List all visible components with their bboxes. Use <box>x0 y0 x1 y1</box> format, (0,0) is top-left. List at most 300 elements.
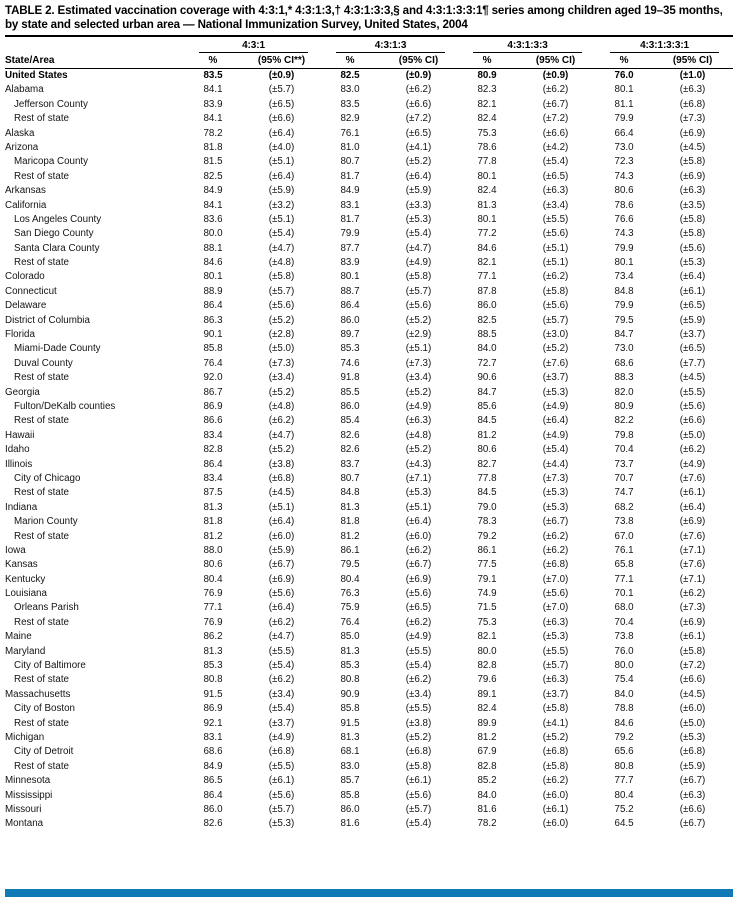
percent-cell: 81.1 <box>614 98 634 110</box>
ci-cell: (±5.3) <box>405 213 432 225</box>
percent-cell: 68.2 <box>614 501 634 513</box>
state-area-cell: Rest of state <box>14 113 69 125</box>
percent-cell: 86.3 <box>203 314 223 326</box>
ci-cell: (±5.3) <box>679 257 706 269</box>
table-row <box>5 802 733 816</box>
state-area-cell: Los Angeles County <box>14 213 102 225</box>
ci-cell: (±5.7) <box>405 285 432 297</box>
percent-cell: 79.9 <box>614 113 634 125</box>
ci-cell: (±4.8) <box>268 257 295 269</box>
percent-cell: 86.0 <box>203 803 223 815</box>
percent-cell: 76.4 <box>340 616 360 628</box>
percent-cell: 79.9 <box>614 300 634 312</box>
table-row <box>5 83 733 97</box>
percent-cell: 87.8 <box>477 285 497 297</box>
ci-cell: (±0.9) <box>268 70 295 82</box>
ci-cell: (±5.8) <box>405 760 432 772</box>
percent-cell: 84.0 <box>477 789 497 801</box>
ci-cell: (±4.7) <box>268 242 295 254</box>
column-group-431 <box>185 36 322 53</box>
ci-cell: (±4.9) <box>405 631 432 643</box>
table-row <box>5 586 733 600</box>
table-row <box>5 673 733 687</box>
percent-cell: 85.3 <box>203 660 223 672</box>
percent-cell: 74.7 <box>614 487 634 499</box>
state-area-cell: Duval County <box>14 357 73 369</box>
percent-cell: 86.4 <box>203 300 223 312</box>
column-header-ci-1: (95% CI**) <box>241 53 322 69</box>
ci-cell: (±5.6) <box>679 242 706 254</box>
percent-cell: 81.8 <box>340 516 360 528</box>
state-area-cell: Jefferson County <box>14 98 88 110</box>
table-row <box>5 371 733 385</box>
ci-cell: (±6.5) <box>268 98 295 110</box>
percent-cell: 83.0 <box>340 84 360 96</box>
ci-cell: (±5.3) <box>542 631 569 643</box>
ci-cell: (±6.6) <box>679 415 706 427</box>
state-area-cell: California <box>5 199 47 211</box>
percent-cell: 85.8 <box>340 703 360 715</box>
percent-cell: 85.5 <box>340 386 360 398</box>
ci-cell: (±6.2) <box>542 271 569 283</box>
ci-cell: (±4.5) <box>268 487 295 499</box>
ci-cell: (±4.4) <box>542 458 569 470</box>
ci-cell: (±6.2) <box>542 544 569 556</box>
ci-cell: (±6.9) <box>679 616 706 628</box>
ci-cell: (±7.2) <box>542 113 569 125</box>
ci-cell: (±4.5) <box>679 141 706 153</box>
ci-cell: (±7.6) <box>542 357 569 369</box>
percent-cell: 81.2 <box>477 731 497 743</box>
state-area-cell: Rest of state <box>14 530 69 542</box>
state-area-cell: Connecticut <box>5 285 57 297</box>
percent-cell: 77.1 <box>203 602 223 614</box>
ci-cell: (±6.8) <box>405 746 432 758</box>
column-header-row <box>5 53 733 69</box>
ci-cell: (±3.5) <box>679 199 706 211</box>
ci-cell: (±5.6) <box>542 300 569 312</box>
percent-cell: 77.7 <box>614 775 634 787</box>
percent-cell: 81.3 <box>203 645 223 657</box>
ci-cell: (±6.4) <box>268 127 295 139</box>
table-row <box>5 745 733 759</box>
percent-cell: 90.6 <box>477 372 497 384</box>
percent-cell: 80.8 <box>614 760 634 772</box>
percent-cell: 79.1 <box>477 573 497 585</box>
percent-cell: 70.4 <box>614 444 634 456</box>
percent-cell: 74.9 <box>477 588 497 600</box>
percent-cell: 85.3 <box>340 660 360 672</box>
percent-cell: 70.1 <box>614 588 634 600</box>
state-area-cell: Alaska <box>5 127 35 139</box>
ci-cell: (±6.2) <box>405 674 432 686</box>
ci-cell: (±6.2) <box>405 616 432 628</box>
percent-cell: 76.9 <box>203 616 223 628</box>
table-row <box>5 514 733 528</box>
state-area-cell: Kentucky <box>5 573 46 585</box>
percent-cell: 80.8 <box>340 674 360 686</box>
ci-cell: (±6.2) <box>405 84 432 96</box>
percent-cell: 84.7 <box>477 386 497 398</box>
ci-cell: (±4.1) <box>405 141 432 153</box>
state-area-cell: Rest of state <box>14 372 69 384</box>
ci-cell: (±5.4) <box>405 228 432 240</box>
table-row <box>5 356 733 370</box>
percent-cell: 88.0 <box>203 544 223 556</box>
percent-cell: 65.6 <box>614 746 634 758</box>
percent-cell: 79.8 <box>614 429 634 441</box>
table-row <box>5 385 733 399</box>
table-row <box>5 327 733 341</box>
ci-cell: (±6.4) <box>405 170 432 182</box>
ci-cell: (±4.9) <box>542 429 569 441</box>
ci-cell: (±5.5) <box>679 386 706 398</box>
ci-cell: (±5.7) <box>268 803 295 815</box>
percent-cell: 82.8 <box>477 760 497 772</box>
percent-cell: 70.4 <box>614 616 634 628</box>
ci-cell: (±4.9) <box>679 458 706 470</box>
percent-cell: 86.9 <box>203 400 223 412</box>
ci-cell: (±6.4) <box>268 170 295 182</box>
table-row <box>5 270 733 284</box>
table-row <box>5 773 733 787</box>
ci-cell: (±5.7) <box>405 803 432 815</box>
percent-cell: 78.3 <box>477 516 497 528</box>
ci-cell: (±6.1) <box>679 487 706 499</box>
percent-cell: 75.3 <box>477 616 497 628</box>
state-area-cell: City of Detroit <box>14 746 74 758</box>
percent-cell: 82.4 <box>477 703 497 715</box>
ci-cell: (±5.2) <box>405 156 432 168</box>
percent-cell: 67.9 <box>477 746 497 758</box>
percent-cell: 84.8 <box>340 487 360 499</box>
ci-cell: (±5.8) <box>268 271 295 283</box>
state-area-cell: Hawaii <box>5 429 35 441</box>
ci-cell: (±5.8) <box>542 285 569 297</box>
vaccination-coverage-table <box>5 35 733 831</box>
percent-cell: 86.7 <box>203 386 223 398</box>
percent-cell: 84.6 <box>614 717 634 729</box>
ci-cell: (±5.3) <box>542 501 569 513</box>
percent-cell: 81.3 <box>340 731 360 743</box>
percent-cell: 81.5 <box>203 156 223 168</box>
ci-cell: (±6.4) <box>679 271 706 283</box>
ci-cell: (±5.6) <box>542 588 569 600</box>
percent-cell: 85.8 <box>340 789 360 801</box>
ci-cell: (±3.7) <box>542 688 569 700</box>
column-group-431331 <box>596 36 733 53</box>
ci-cell: (±6.3) <box>542 674 569 686</box>
percent-cell: 82.5 <box>340 70 360 82</box>
percent-cell: 80.4 <box>340 573 360 585</box>
ci-cell: (±5.8) <box>405 271 432 283</box>
state-area-cell: Missouri <box>5 803 42 815</box>
percent-cell: 82.4 <box>477 185 497 197</box>
percent-cell: 79.6 <box>477 674 497 686</box>
percent-cell: 82.6 <box>340 444 360 456</box>
percent-cell: 80.0 <box>477 645 497 657</box>
percent-cell: 83.4 <box>203 472 223 484</box>
state-area-cell: San Diego County <box>14 228 94 240</box>
ci-cell: (±7.0) <box>542 602 569 614</box>
percent-cell: 73.0 <box>614 141 634 153</box>
ci-cell: (±6.0) <box>405 530 432 542</box>
ci-cell: (±3.4) <box>268 688 295 700</box>
ci-cell: (±5.5) <box>542 213 569 225</box>
percent-cell: 82.1 <box>477 98 497 110</box>
ci-cell: (±6.2) <box>679 444 706 456</box>
percent-cell: 86.4 <box>203 458 223 470</box>
percent-cell: 73.7 <box>614 458 634 470</box>
percent-cell: 86.0 <box>340 314 360 326</box>
percent-cell: 80.1 <box>477 170 497 182</box>
percent-cell: 86.9 <box>203 703 223 715</box>
ci-cell: (±5.2) <box>405 444 432 456</box>
percent-cell: 80.9 <box>477 70 497 82</box>
ci-cell: (±3.4) <box>268 372 295 384</box>
percent-cell: 81.8 <box>203 141 223 153</box>
percent-cell: 84.6 <box>477 242 497 254</box>
ci-cell: (±5.9) <box>268 185 295 197</box>
column-header-ci-3: (95% CI) <box>515 53 596 69</box>
ci-cell: (±4.9) <box>405 400 432 412</box>
percent-cell: 76.1 <box>614 544 634 556</box>
percent-cell: 79.2 <box>477 530 497 542</box>
percent-cell: 73.0 <box>614 343 634 355</box>
table-row <box>5 342 733 356</box>
state-area-cell: Rest of state <box>14 257 69 269</box>
state-area-cell: Iowa <box>5 544 26 556</box>
ci-cell: (±7.7) <box>679 357 706 369</box>
ci-cell: (±6.3) <box>679 185 706 197</box>
percent-cell: 89.9 <box>477 717 497 729</box>
ci-cell: (±6.1) <box>268 775 295 787</box>
ci-cell: (±6.0) <box>679 703 706 715</box>
ci-cell: (±6.7) <box>542 98 569 110</box>
ci-cell: (±5.4) <box>542 156 569 168</box>
percent-cell: 83.5 <box>340 98 360 110</box>
percent-cell: 67.0 <box>614 530 634 542</box>
percent-cell: 82.5 <box>203 170 223 182</box>
state-area-cell: Florida <box>5 329 35 341</box>
column-group-4313-label: 4:3:1:3 <box>336 40 445 53</box>
state-area-cell: City of Chicago <box>14 472 81 484</box>
percent-cell: 85.8 <box>203 343 223 355</box>
percent-cell: 86.1 <box>340 544 360 556</box>
ci-cell: (±5.0) <box>268 343 295 355</box>
ci-cell: (±6.9) <box>679 516 706 528</box>
table-body <box>5 68 733 831</box>
ci-cell: (±2.9) <box>405 329 432 341</box>
ci-cell: (±6.6) <box>268 113 295 125</box>
percent-cell: 82.1 <box>477 631 497 643</box>
state-area-cell: Maricopa County <box>14 156 89 168</box>
ci-cell: (±0.9) <box>542 70 569 82</box>
table-row <box>5 442 733 456</box>
ci-cell: (±4.8) <box>268 400 295 412</box>
ci-cell: (±6.5) <box>542 170 569 182</box>
state-area-cell: Miami-Dade County <box>14 343 101 355</box>
percent-cell: 81.2 <box>203 530 223 542</box>
percent-cell: 83.9 <box>203 98 223 110</box>
ci-cell: (±5.8) <box>679 156 706 168</box>
ci-cell: (±5.1) <box>405 501 432 513</box>
percent-cell: 77.2 <box>477 228 497 240</box>
percent-cell: 76.0 <box>614 645 634 657</box>
group-header-spacer <box>5 36 185 53</box>
column-header-ci-4: (95% CI) <box>652 53 733 69</box>
ci-cell: (±5.9) <box>679 760 706 772</box>
percent-cell: 66.4 <box>614 127 634 139</box>
ci-cell: (±7.3) <box>405 357 432 369</box>
percent-cell: 85.4 <box>340 415 360 427</box>
ci-cell: (±5.6) <box>542 228 569 240</box>
table-row <box>5 817 733 831</box>
column-group-43133-label: 4:3:1:3:3 <box>473 40 582 53</box>
percent-cell: 68.6 <box>614 357 634 369</box>
table-row <box>5 457 733 471</box>
ci-cell: (±6.7) <box>542 516 569 528</box>
column-header-pct-1: % <box>185 53 241 69</box>
table-row <box>5 702 733 716</box>
ci-cell: (±3.0) <box>542 329 569 341</box>
table-row <box>5 658 733 672</box>
table-row <box>5 97 733 111</box>
ci-cell: (±7.3) <box>542 472 569 484</box>
percent-cell: 82.8 <box>477 660 497 672</box>
percent-cell: 84.5 <box>477 415 497 427</box>
table-row <box>5 730 733 744</box>
state-area-cell: Louisiana <box>5 588 47 600</box>
ci-cell: (±6.0) <box>542 789 569 801</box>
ci-cell: (±6.1) <box>405 775 432 787</box>
ci-cell: (±6.6) <box>679 803 706 815</box>
ci-cell: (±5.5) <box>405 703 432 715</box>
state-area-cell: Maine <box>5 631 32 643</box>
ci-cell: (±6.4) <box>268 516 295 528</box>
percent-cell: 88.5 <box>477 329 497 341</box>
ci-cell: (±5.6) <box>679 400 706 412</box>
percent-cell: 73.8 <box>614 516 634 528</box>
state-area-cell: Michigan <box>5 731 45 743</box>
ci-cell: (±6.7) <box>679 775 706 787</box>
percent-cell: 79.0 <box>477 501 497 513</box>
ci-cell: (±5.3) <box>268 818 295 830</box>
table-row <box>5 299 733 313</box>
ci-cell: (±5.6) <box>405 300 432 312</box>
table-row <box>5 183 733 197</box>
ci-cell: (±3.8) <box>405 717 432 729</box>
ci-cell: (±7.6) <box>679 472 706 484</box>
state-area-cell: Illinois <box>5 458 33 470</box>
percent-cell: 79.9 <box>340 228 360 240</box>
table-row <box>5 414 733 428</box>
ci-cell: (±5.0) <box>679 717 706 729</box>
ci-cell: (±6.2) <box>405 544 432 556</box>
ci-cell: (±5.3) <box>405 487 432 499</box>
ci-cell: (±4.7) <box>268 631 295 643</box>
column-group-43133 <box>459 36 596 53</box>
ci-cell: (±6.1) <box>679 631 706 643</box>
ci-cell: (±4.9) <box>542 400 569 412</box>
ci-cell: (±5.1) <box>268 501 295 513</box>
table-row <box>5 572 733 586</box>
percent-cell: 82.8 <box>203 444 223 456</box>
state-area-cell: Rest of state <box>14 760 69 772</box>
percent-cell: 76.9 <box>203 588 223 600</box>
state-area-cell: Orleans Parish <box>14 602 79 614</box>
percent-cell: 80.0 <box>614 660 634 672</box>
state-area-cell: Santa Clara County <box>14 242 100 254</box>
percent-cell: 75.4 <box>614 674 634 686</box>
table-row <box>5 227 733 241</box>
percent-cell: 64.5 <box>614 818 634 830</box>
ci-cell: (±4.5) <box>679 688 706 700</box>
percent-cell: 84.0 <box>477 343 497 355</box>
percent-cell: 82.2 <box>614 415 634 427</box>
state-area-cell: Indiana <box>5 501 38 513</box>
ci-cell: (±6.8) <box>268 746 295 758</box>
ci-cell: (±5.1) <box>542 242 569 254</box>
percent-cell: 79.2 <box>614 731 634 743</box>
ci-cell: (±5.8) <box>542 760 569 772</box>
percent-cell: 68.6 <box>203 746 223 758</box>
ci-cell: (±5.1) <box>268 156 295 168</box>
percent-cell: 74.3 <box>614 170 634 182</box>
column-group-431331-label: 4:3:1:3:3:1 <box>610 40 719 53</box>
ci-cell: (±5.5) <box>268 760 295 772</box>
ci-cell: (±7.3) <box>679 113 706 125</box>
percent-cell: 81.3 <box>340 501 360 513</box>
percent-cell: 76.6 <box>614 213 634 225</box>
percent-cell: 77.5 <box>477 559 497 571</box>
column-header-pct-4: % <box>596 53 652 69</box>
ci-cell: (±5.3) <box>542 386 569 398</box>
percent-cell: 81.6 <box>340 818 360 830</box>
percent-cell: 80.1 <box>614 84 634 96</box>
ci-cell: (±5.1) <box>542 257 569 269</box>
ci-cell: (±5.8) <box>679 213 706 225</box>
ci-cell: (±6.8) <box>679 98 706 110</box>
table-row <box>5 198 733 212</box>
ci-cell: (±4.9) <box>405 257 432 269</box>
percent-cell: 68.0 <box>614 602 634 614</box>
percent-cell: 80.6 <box>203 559 223 571</box>
percent-cell: 77.1 <box>614 573 634 585</box>
table-row <box>5 399 733 413</box>
percent-cell: 85.2 <box>477 775 497 787</box>
ci-cell: (±7.0) <box>542 573 569 585</box>
percent-cell: 82.1 <box>477 257 497 269</box>
ci-cell: (±7.1) <box>679 573 706 585</box>
percent-cell: 81.8 <box>203 516 223 528</box>
state-area-cell: City of Boston <box>14 703 75 715</box>
percent-cell: 81.6 <box>477 803 497 815</box>
percent-cell: 89.7 <box>340 329 360 341</box>
percent-cell: 79.9 <box>614 242 634 254</box>
ci-cell: (±6.9) <box>679 127 706 139</box>
table-row <box>5 687 733 701</box>
ci-cell: (±4.1) <box>542 717 569 729</box>
table-row <box>5 543 733 557</box>
table-row <box>5 68 733 82</box>
percent-cell: 76.4 <box>203 357 223 369</box>
percent-cell: 72.7 <box>477 357 497 369</box>
percent-cell: 81.7 <box>340 213 360 225</box>
ci-cell: (±5.4) <box>268 660 295 672</box>
percent-cell: 84.9 <box>340 185 360 197</box>
percent-cell: 77.1 <box>477 271 497 283</box>
